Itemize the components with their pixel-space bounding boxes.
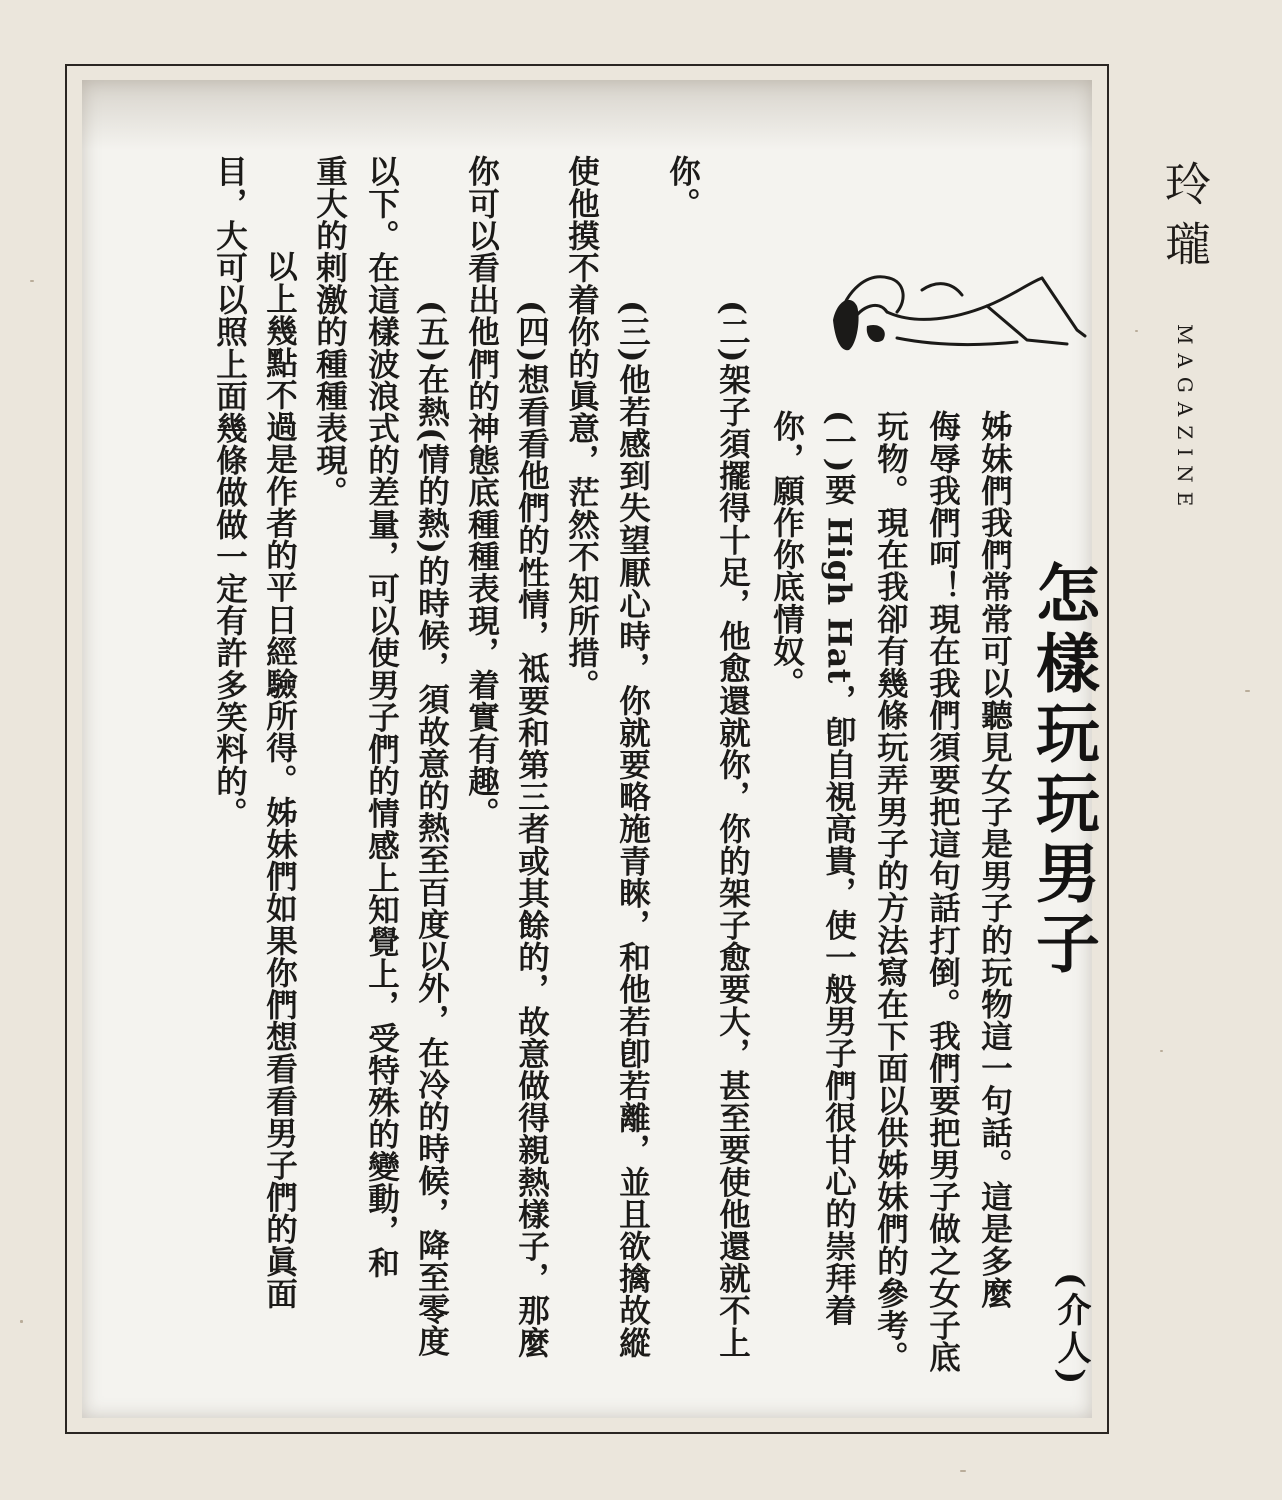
paper-speck (1245, 690, 1250, 692)
text-column: 目，大可以照上面幾條做做一定有許多笑料的。 (211, 155, 249, 830)
text-column: 以上幾點不過是作者的平日經驗所得。姊妹們如果你們想看看男子們的眞面 (261, 250, 299, 1310)
text-column: (二)架子須擺得十足，他愈還就你，你的架子愈要大，甚至要使他還就不上 (714, 300, 752, 1359)
magazine-brand (1150, 160, 1220, 515)
text-column: (五)在熱(情的熱)的時候，須故意的熱至百度以外，在冷的時候，降至零度 (413, 300, 451, 1358)
text-column: 以下。在這樣波浪式的差量，可以使男子們的情感上知覺上，受特殊的變動，和 (363, 155, 401, 1279)
text-column: 玩物。現在我卻有幾條玩弄男子的方法寫在下面以供姊妹們的參考。 (872, 410, 910, 1373)
paper-speck (1135, 330, 1138, 332)
text-column: 姊妹們我們常常可以聽見女子是男子的玩物這一句話。這是多麼 (976, 410, 1014, 1309)
text-column: (一)要 High Hat，卽自視高貴，使一般男子們很甘心的崇拜着 (820, 410, 858, 1326)
newspaper-clipping (82, 80, 1100, 1418)
brand-name: 玲瓏 (1158, 160, 1212, 280)
text-column: (四)想看看他們的性情，祗要和第三者或其餘的，故意做得親熱樣子，那麼 (513, 300, 551, 1359)
article-author: (介人) (1051, 1272, 1091, 1389)
text-column: 你，願作你底情奴。 (768, 410, 806, 699)
paper-speck (960, 1470, 966, 1472)
text-column: 重大的剌激的種種表現。 (311, 155, 349, 509)
text-column: 你可以看出他們的神態底種種表現，着實有趣。 (463, 155, 501, 830)
article-title: 怎樣玩玩男子 (1025, 560, 1100, 980)
paper-speck (20, 1320, 23, 1323)
text-column: 侮辱我們呵！現在我們須要把這句話打倒。我們要把男子做之女子底 (924, 410, 962, 1373)
reclining-figure-illustration (827, 260, 1092, 365)
text-column: 你。 (664, 155, 702, 220)
text-column: (三)他若感到失望厭心時，你就要略施青睞，和他若卽若離，並且欲擒故縱 (614, 300, 652, 1359)
paper-speck (1160, 1050, 1163, 1052)
text-column: 使他摸不着你的眞意，茫然不知所措。 (563, 155, 601, 701)
brand-subtitle: MAGAZINE (1173, 324, 1197, 516)
paper-speck (30, 280, 34, 282)
